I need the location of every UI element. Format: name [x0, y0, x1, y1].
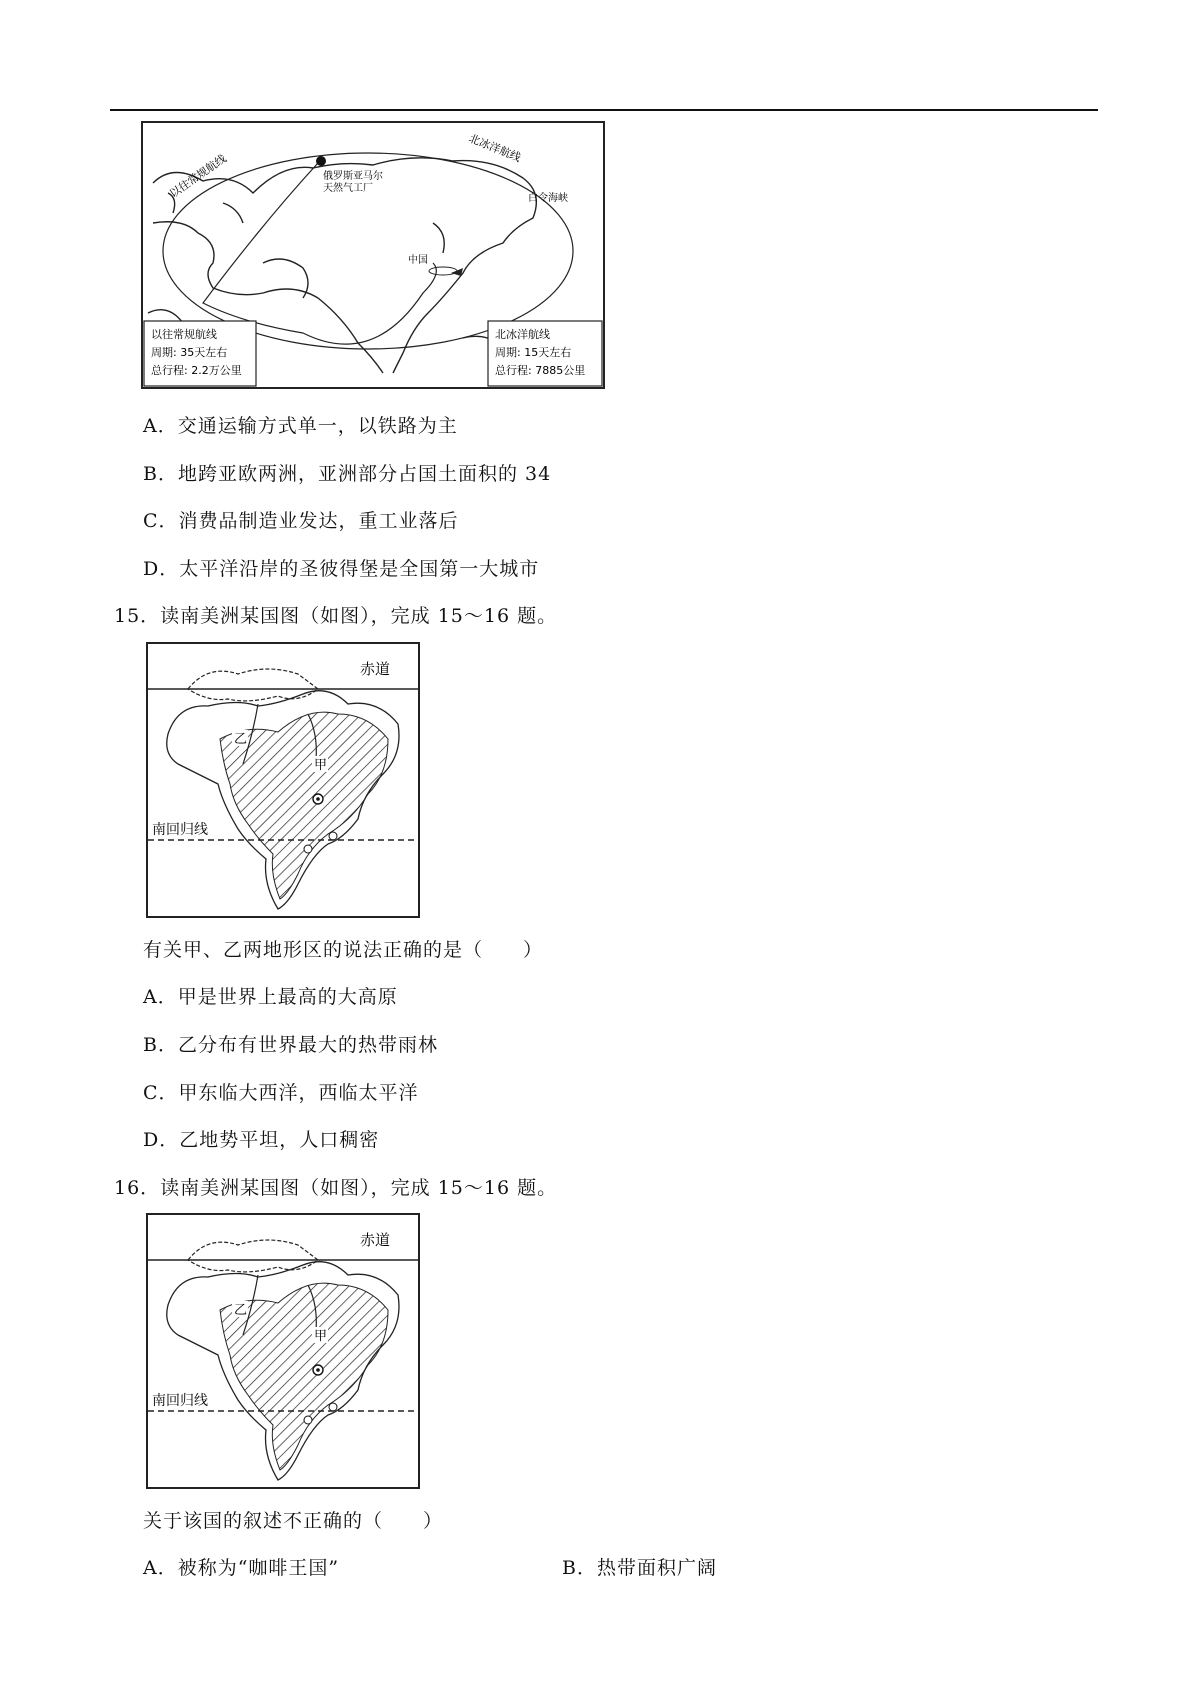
q15-option-b: B．乙分布有世界最大的热带雨林 [143, 1034, 438, 1056]
factory-marker [316, 156, 326, 166]
jia-label-2: 甲 [314, 1329, 328, 1344]
q15-option-d: D．乙地势平坦，人口稠密 [143, 1129, 380, 1151]
factory-label: 俄罗斯亚马尔 [323, 171, 383, 182]
jia-label: 甲 [314, 758, 328, 773]
box-normal-distance: 总行程: 2.2万公里 [151, 364, 242, 377]
q15-stem: 15．读南美洲某国图（如图），完成 15～16 题。 [114, 605, 558, 627]
header-rule [110, 109, 1098, 111]
q16-question: 关于该国的叙述不正确的（ ） [143, 1510, 444, 1532]
yi-label-2: 乙 [234, 1303, 248, 1318]
arctic-route-map [141, 121, 605, 389]
q16-option-b: B．热带面积广阔 [562, 1557, 717, 1579]
box-normal-title: 以往常规航线 [151, 328, 217, 341]
q15-option-c: C．甲东临大西洋，西临太平洋 [143, 1082, 419, 1104]
q15-question: 有关甲、乙两地形区的说法正确的是（ ） [143, 939, 544, 961]
bering-label: 白令海峡 [528, 193, 568, 204]
box-normal-period: 周期: 35天左右 [151, 346, 228, 359]
normal-route-label: 以往常规航线 [167, 151, 229, 201]
q14-option-c: C．消费品制造业发达，重工业落后 [143, 510, 459, 532]
south-america-map-q15 [146, 642, 420, 918]
q16-option-a: A．被称为“咖啡王国” [143, 1557, 340, 1579]
svg-text:天然气工厂: 天然气工厂 [323, 183, 373, 194]
q15-option-a: A．甲是世界上最高的大高原 [143, 986, 398, 1008]
box-arctic-period: 周期: 15天左右 [495, 346, 572, 359]
q14-option-d: D．太平洋沿岸的圣彼得堡是全国第一大城市 [143, 558, 540, 580]
box-arctic-title: 北冰洋航线 [495, 328, 550, 341]
china-label: 中国 [408, 255, 428, 266]
tropic-label: 南回归线 [152, 822, 208, 838]
q16-stem: 16．读南美洲某国图（如图），完成 15～16 题。 [114, 1177, 558, 1199]
box-arctic-distance: 总行程: 7885公里 [495, 364, 586, 377]
q14-option-b: B．地跨亚欧两洲，亚洲部分占国土面积的 34 [143, 463, 552, 485]
south-america-map-q16 [146, 1213, 420, 1489]
equator-label: 赤道 [360, 660, 391, 678]
yi-label: 乙 [234, 732, 248, 747]
q14-option-a: A．交通运输方式单一，以铁路为主 [143, 415, 458, 437]
arctic-route-label: 北冰洋航线 [466, 131, 523, 165]
equator-label-2: 赤道 [360, 1231, 391, 1249]
arctic-route-map-drawing [143, 123, 603, 387]
tropic-label-2: 南回归线 [152, 1393, 208, 1409]
